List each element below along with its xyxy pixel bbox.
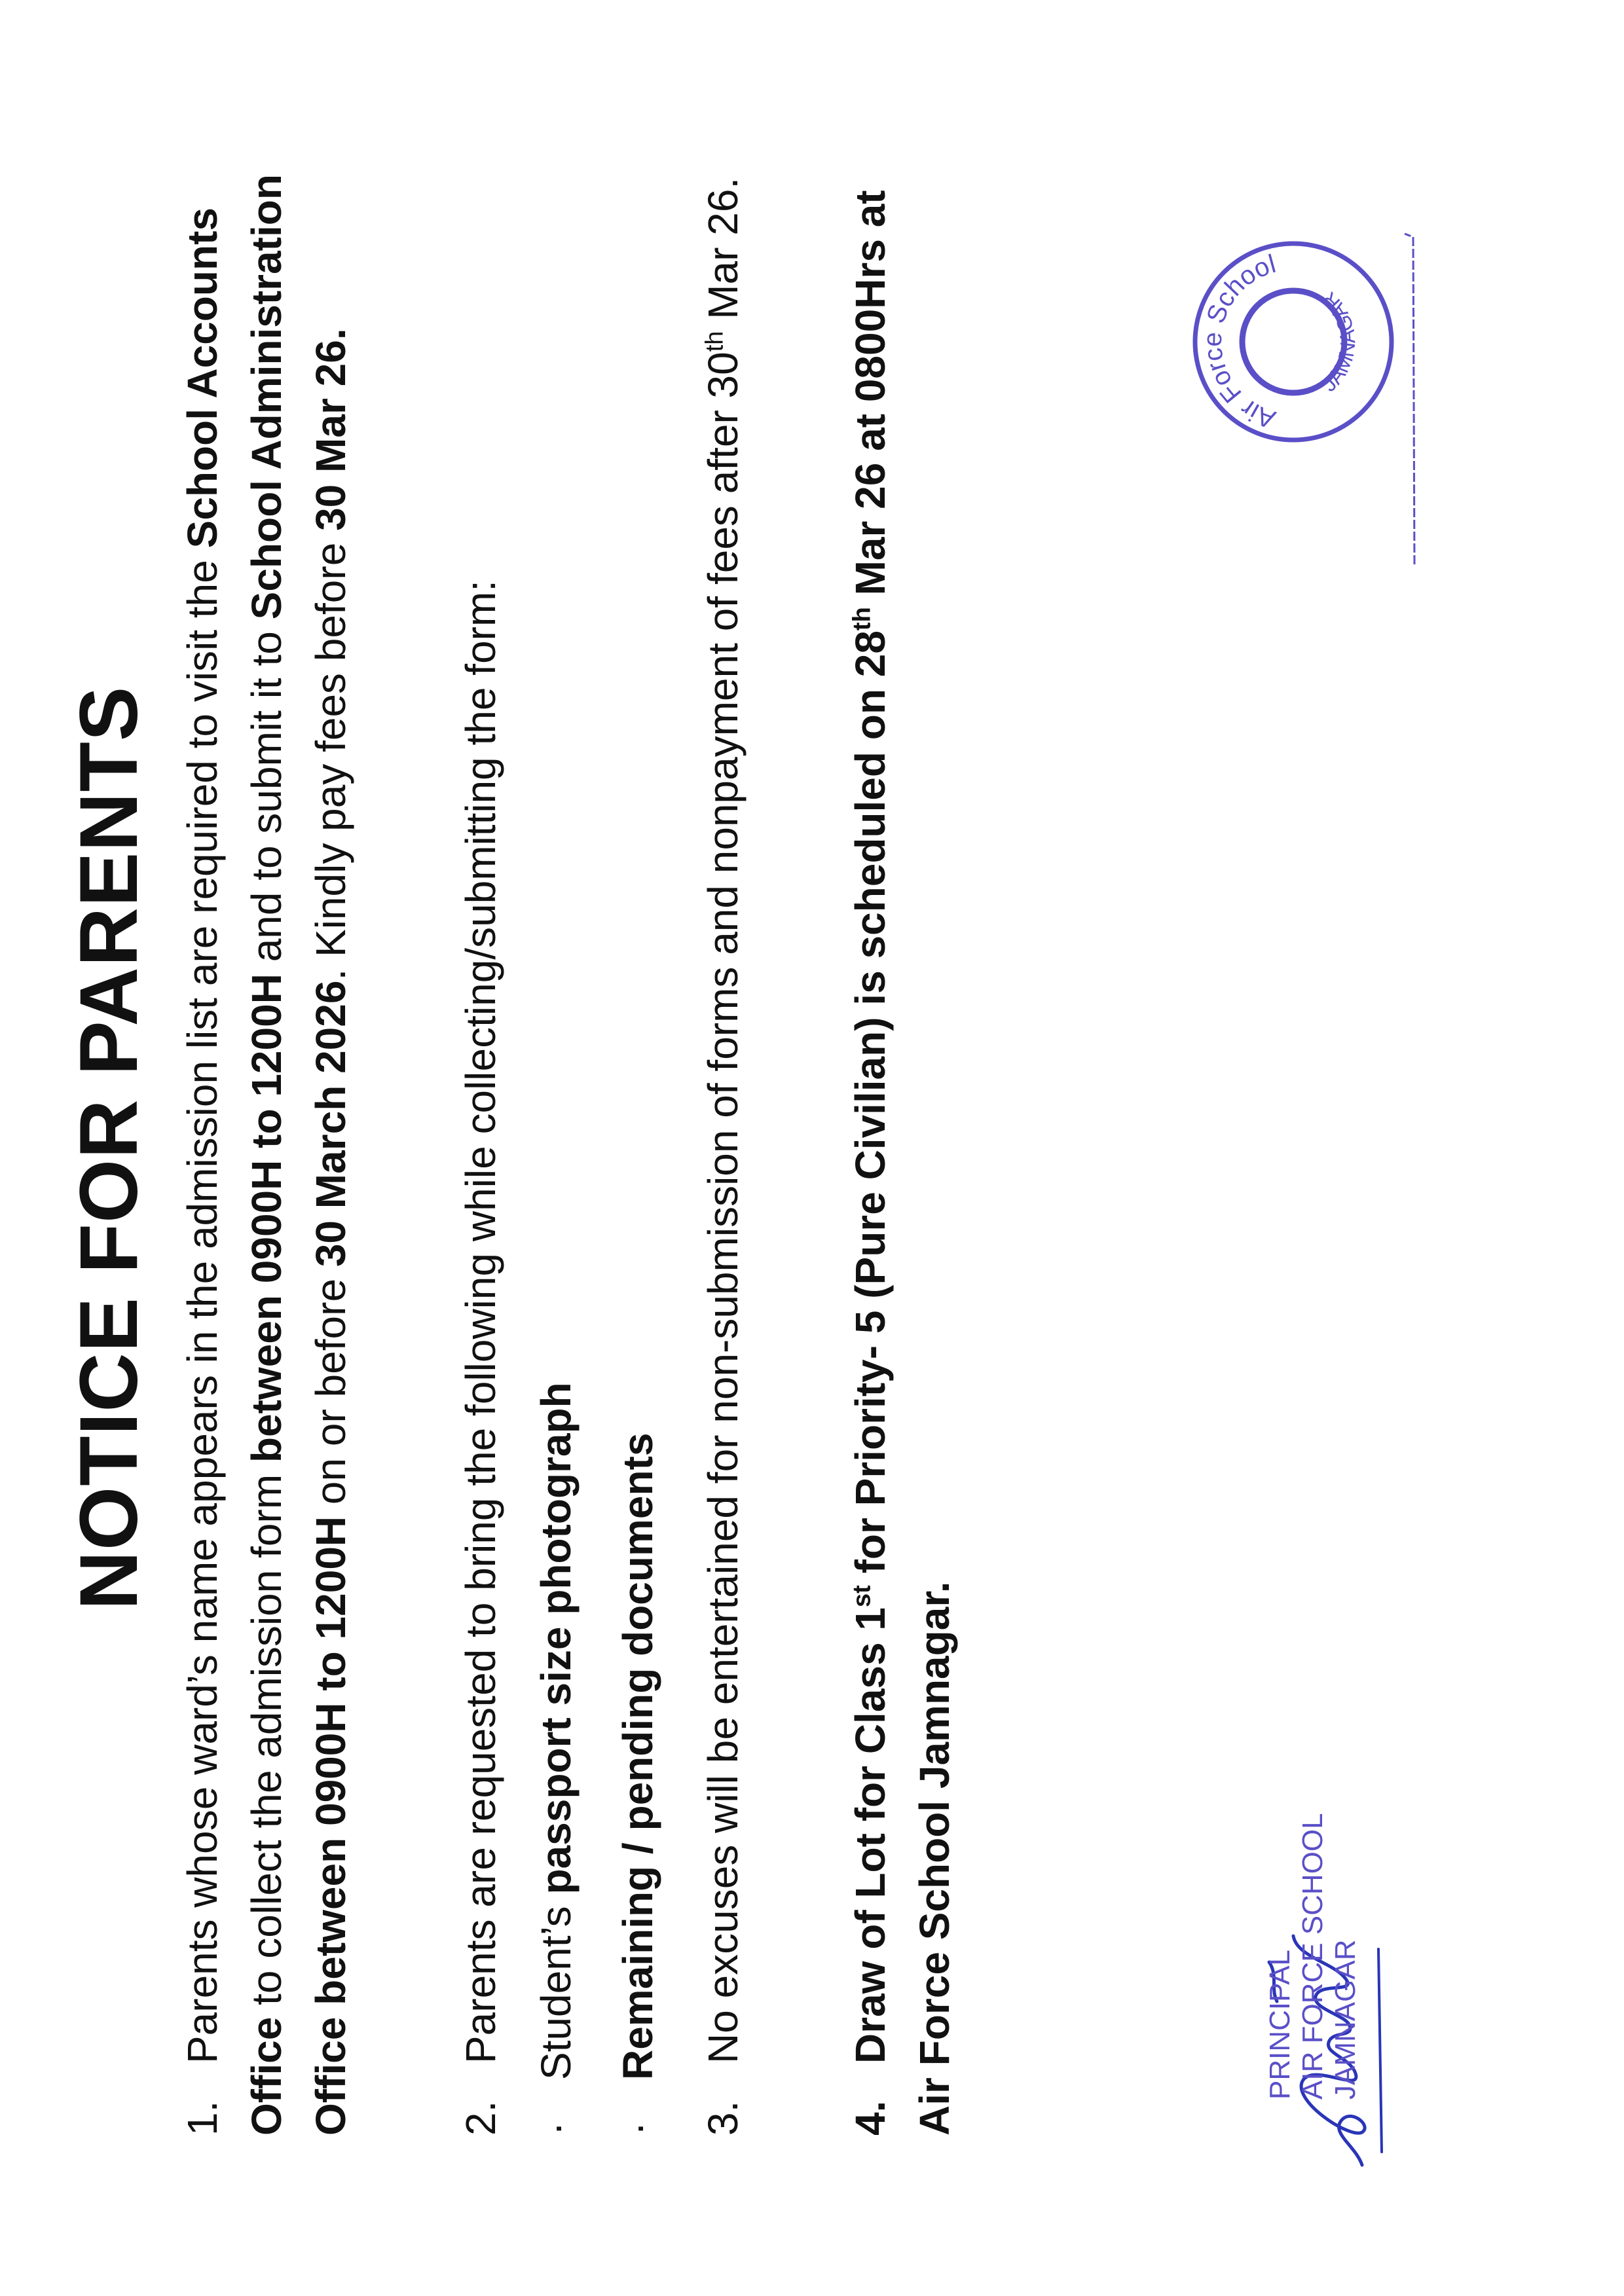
paragraph-bold-text: School Administration Office between 0900H to 1200H <box>243 174 354 2136</box>
paragraph-number: 4. <box>847 2100 894 2136</box>
bullet-dot: · <box>614 2121 661 2136</box>
bullet-text: Student’s <box>532 1894 580 2080</box>
bullet-bold-text: Remaining / pending documents <box>614 1432 661 2080</box>
paragraph-4 <box>838 172 967 2136</box>
paragraph-text: to collect the admission form <box>243 1463 290 2017</box>
paragraph-text: Mar 26 at 0800Hrs at Air Force School Jamnagar. <box>847 190 958 2136</box>
paragraph-text: for Priority- 5 (Pure Civilian) is scheduled on 28 <box>847 630 894 1586</box>
paragraph-text: on or before <box>307 1267 354 1516</box>
superscript: th <box>701 331 729 352</box>
paragraph-bold-text: 30 Mar 26. <box>307 328 354 531</box>
bullet-bold-text: passport size photograph <box>532 1382 580 1895</box>
superscript: th <box>848 607 876 631</box>
school-seal-stamp <box>1185 234 1401 450</box>
seal-underline <box>1401 227 1428 568</box>
principal-stamp <box>1264 1813 1362 2100</box>
paragraph-3 <box>691 172 755 2136</box>
paragraph-bold-text: 30 March 2026 <box>307 980 354 1267</box>
seal-text-top: Air Force School <box>1198 249 1280 434</box>
school-name: AIR FORCE SCHOOL <box>1297 1813 1329 2100</box>
school-city: JAMNAGAR <box>1329 1939 1361 2100</box>
paragraph-bold-text: between 0900H to 1200H <box>243 974 290 1463</box>
paragraph-number: 3. <box>699 2100 747 2136</box>
superscript: st <box>848 1585 876 1607</box>
principal-title: PRINCIPAL <box>1264 1949 1296 2100</box>
bullet-item <box>524 1382 588 2136</box>
bullet-dot: · <box>532 2121 580 2136</box>
notice-title: NOTICE FOR PARENTS <box>64 685 155 1611</box>
paragraph-number: 2. <box>457 2100 504 2136</box>
paragraph-2 <box>449 172 513 2136</box>
paragraph-1 <box>170 172 363 2136</box>
paragraph-text: Parents whose ward’s name appears in the admission list are required to visit the <box>179 548 226 2064</box>
paragraph-text: . Kindly pay fees before <box>307 530 354 981</box>
paragraph-bold-text: School Accounts Office <box>179 208 290 2136</box>
paragraph-text: No excuses will be entertained for non-submission of forms and nonpayment of fees after 30 <box>699 352 747 2064</box>
paragraph-text: Draw of Lot for Class 1 <box>847 1607 894 2064</box>
paragraph-text: and to submit it to <box>243 619 290 974</box>
paragraph-text: Mar 26. <box>699 177 747 331</box>
bullet-item <box>606 1433 670 2136</box>
paragraph-text: Parents are requested to bring the following while collecting/submitting the form: <box>457 579 504 2064</box>
paragraph-number: 1. <box>179 2100 226 2136</box>
seal-text-bottom: JAMNAGAR <box>1317 287 1360 397</box>
